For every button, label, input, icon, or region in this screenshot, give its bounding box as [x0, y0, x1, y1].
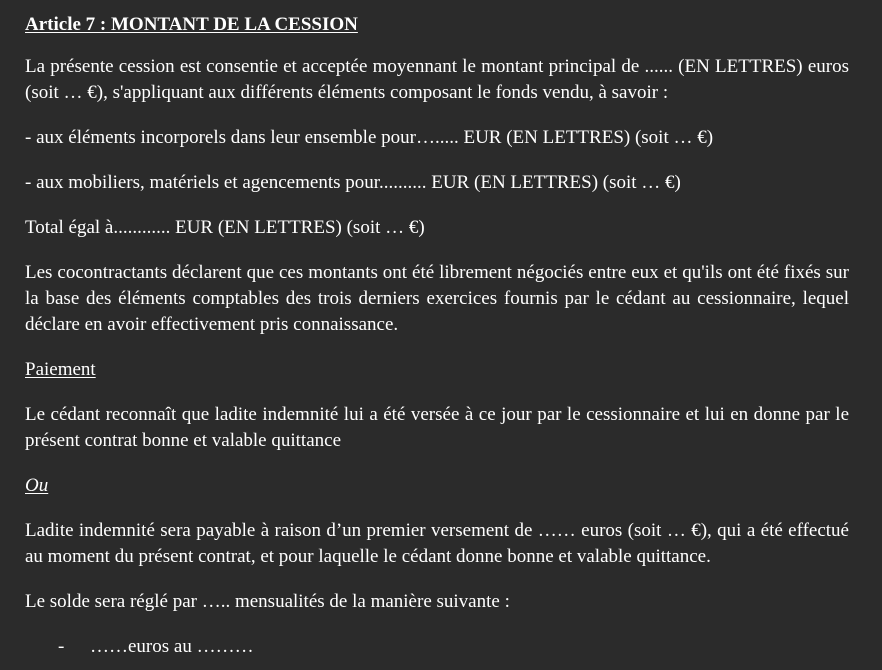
- bullet-text: ……euros au ………: [90, 636, 254, 657]
- list-item: [25, 634, 849, 660]
- item-incorporels: - aux éléments incorporels dans leur ensemble pour…..... EUR (EN LETTRES) (soit … €): [25, 127, 714, 148]
- solde-line: Le solde sera réglé par ….. mensualités de la manière suivante :: [25, 591, 510, 612]
- or-label: Ou: [25, 475, 49, 496]
- item-mobiliers: - aux mobiliers, matériels et agencements pour.......... EUR (EN LETTRES) (soit … €): [25, 172, 681, 193]
- total-line: Total égal à............ EUR (EN LETTRES) (soit … €): [25, 217, 425, 238]
- intro-paragraph: La présente cession est consentie et acceptée moyennant le montant principal de ...... (EN LETTRES) euros (soit … €), s'appliquant aux différents éléments composant le fonds vendu, à savoir :: [25, 56, 849, 103]
- declaration-paragraph: Les cocontractants déclarent que ces montants ont été librement négociés entre eux et qu'ils ont été fixés sur la base des éléments comptables des trois derniers exercices fournis par le cédant au cessionnaire, lequel déclare en avoir effectivement pris connaissance.: [25, 262, 849, 335]
- paiement-option-1: Le cédant reconnaît que ladite indemnité lui a été versée à ce jour par le cessionnaire et lui en donne par le présent contrat bonne et valable quittance: [25, 404, 849, 451]
- bullet-dash: -: [58, 636, 65, 657]
- article-title: Article 7 : MONTANT DE LA CESSION: [25, 14, 358, 35]
- paiement-option-2: Ladite indemnité sera payable à raison d’un premier versement de …… euros (soit … €), qui a été effectué au moment du présent contrat, et pour laquelle le cédant donne bonne et valable quittance.: [25, 520, 849, 567]
- paiement-heading: Paiement: [25, 359, 96, 380]
